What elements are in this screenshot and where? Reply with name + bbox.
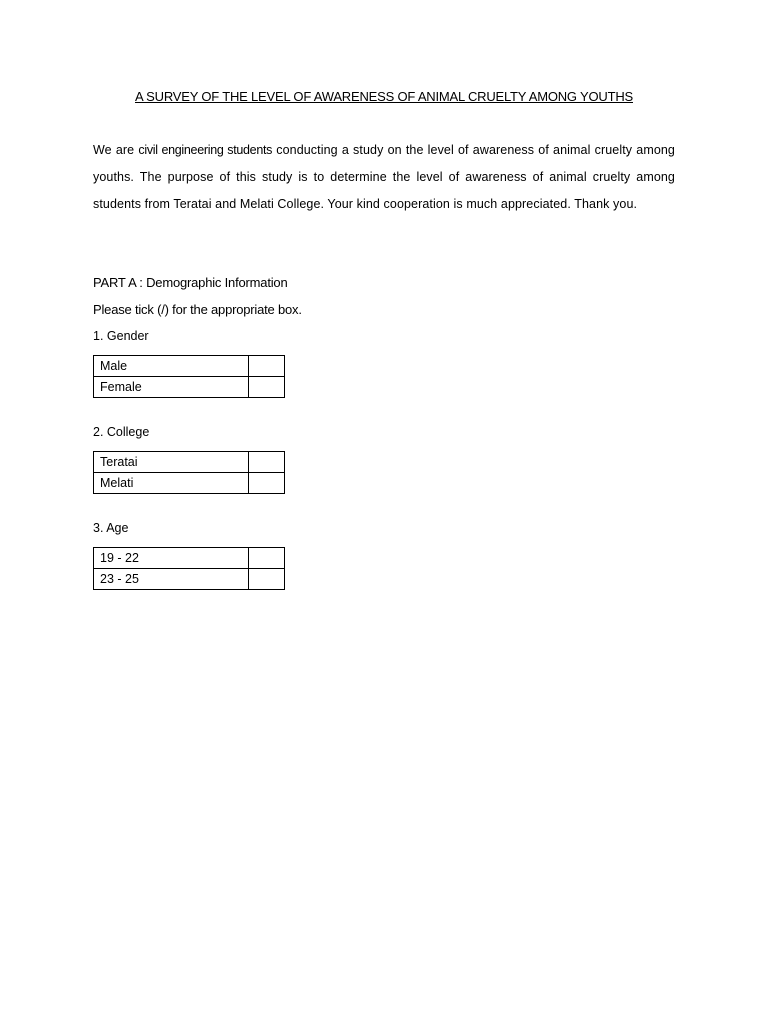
question-college-label: 2. College (93, 425, 150, 439)
tick-box-age-19-22[interactable] (249, 548, 285, 569)
college-options-table (93, 451, 285, 494)
question-gender-label: 1. Gender (93, 329, 149, 343)
intro-text-after: conducting a study on the level of awareness of animal cruelty among youths. The purpose of this study is to determine the level of awareness of animal cruelty among students from Teratai and Melati College. Your kind cooperation is much appreciated. Thank you. (93, 143, 675, 211)
table-row (94, 356, 285, 377)
age-options-table (93, 547, 285, 590)
table-row (94, 377, 285, 398)
tick-box-female[interactable] (249, 377, 285, 398)
question-age-label: 3. Age (93, 521, 129, 535)
option-label: Male (94, 356, 249, 377)
tick-box-age-23-25[interactable] (249, 569, 285, 590)
part-a-instruction: Please tick (/) for the appropriate box. (93, 302, 302, 317)
gender-options-table (93, 355, 285, 398)
option-label: Female (94, 377, 249, 398)
option-label: Melati (94, 473, 249, 494)
part-a-heading: PART A : Demographic Information (93, 275, 288, 290)
option-label: 23 - 25 (94, 569, 249, 590)
tick-box-male[interactable] (249, 356, 285, 377)
table-row (94, 548, 285, 569)
tick-box-teratai[interactable] (249, 452, 285, 473)
table-row (94, 473, 285, 494)
intro-text-before: We are (93, 143, 139, 157)
intro-paragraph (93, 137, 675, 218)
intro-emphasis: civil engineering students (138, 143, 273, 157)
survey-title: A SURVEY OF THE LEVEL OF AWARENESS OF ANIMAL CRUELTY AMONG YOUTHS (135, 89, 633, 104)
table-row (94, 569, 285, 590)
option-label: 19 - 22 (94, 548, 249, 569)
option-label: Teratai (94, 452, 249, 473)
table-row (94, 452, 285, 473)
tick-box-melati[interactable] (249, 473, 285, 494)
